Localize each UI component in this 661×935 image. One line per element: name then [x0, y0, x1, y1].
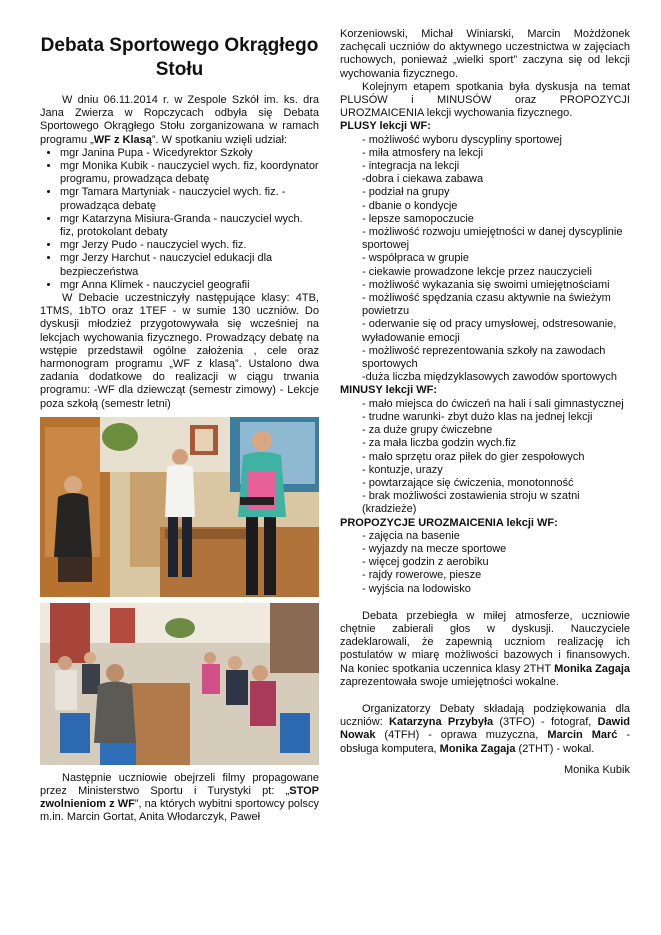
plus-item: - dbanie o kondycje [362, 199, 458, 212]
proposals-list [340, 530, 630, 596]
plus-item: - możliwość spędzania czasu aktywnie na świeżym powietrzu [362, 292, 611, 318]
student-name: Dawid Nowak [340, 716, 630, 742]
minus-item: - mało sprzętu oraz piłek do gier zespołowych [362, 450, 585, 463]
proposal-item: - rajdy rowerowe, piesze [362, 569, 482, 582]
participant-item: • mgr Jerzy Pudo - nauczyciel wych. fiz. [60, 239, 319, 252]
plus-item: - ciekawie prowadzone lekcje przez nauczycieli [362, 265, 592, 278]
films-continued-paragraph: Korzeniowski, Michał Winiarski, Marcin Możdżonek zachęcali uczniów do aktywnego uczestnictwa w zajęciach ruchowych, ponieważ „wielki sport” zaczyna się od lekcji wychowania fizycznego. [340, 28, 630, 80]
film-title: STOP zwolnieniom z WF [40, 785, 319, 811]
plus-item: - oderwanie się od pracy umysłowej, odstresowanie, wyładowanie emocji [362, 318, 617, 344]
participants-list [40, 147, 319, 292]
proposal-item: - wyjazdy na mecze sportowe [362, 542, 507, 555]
minus-item: - za duże grupy ćwiczebne [362, 424, 493, 437]
proposal-item: - zajęcia na basenie [362, 529, 460, 542]
author-signature: Monika Kubik [563, 763, 630, 776]
participant-item: • mgr Anna Klimek - nauczyciel geografii [60, 279, 319, 292]
singer-name: Monika Zagaja [554, 662, 631, 675]
minus-item: - trudne warunki- zbyt dużo klas na jednej lekcji [362, 410, 593, 423]
plus-heading: PLUSY lekcji WF: [340, 120, 431, 133]
program-name: WF z Klasą [93, 133, 152, 146]
closing-paragraph: Debata przebiegła w miłej atmosferze, uczniowie chętnie zabierali głos w dyskusji. Nauczyciele zadeklarowali, że zapewnią uczniom realizację ich postulatów w miarę możliwości bazowych i finansowych. Na koniec spotkania uczennica klasy 2THT Monika Zagaja zaprezentowała swoje umiejętności wokalne. [340, 609, 631, 688]
plus-item: -dobra i ciekawa zabawa [362, 173, 484, 186]
minus-list [340, 398, 630, 517]
proposals-heading: PROPOZYCJE UROZMAICENIA lekcji WF: [340, 516, 558, 529]
classes-paragraph: W Debacie uczestniczyły następujące klasy: 4TB, 1TMS, 1bTO oraz 1TEF - w sumie 130 uczniów. Do dyskusji młodzież przygotowywała się wcześniej na lekcjach wychowania fizycznego. Prowadzący debatę na wstępie przedstawił ogólne założenia , cele oraz harmonogram programu „WF z klasą”. Ustalono dwa zadania dodatkowe do realizacji w ciągu trwania programu: -WF dla dziewcząt (semestr zimowy) - Lekcje poza szkołą (semestr letni) [40, 292, 319, 410]
student-name: Marcin Marć [547, 729, 618, 742]
plus-item: - możliwość reprezentowania szkoły na zawodach sportowych [362, 344, 606, 371]
plus-item: - możliwość wyboru dyscypliny sportowej [362, 133, 562, 146]
minus-item: - brak możliwości zostawienia stroju w szatni (kradzieże) [362, 490, 580, 516]
plus-item: - miła atmosfery na lekcji [362, 146, 484, 159]
student-name: Monika Zagaja [439, 742, 516, 755]
plus-item: - integracja na lekcji [362, 160, 460, 173]
student-name: Katarzyna Przybyła [389, 716, 494, 729]
minus-item: - za mała liczba godzin wych.fiz [362, 437, 517, 450]
photo-debate-presenters [40, 417, 319, 597]
participant-item: • mgr Katarzyna Misiura-Granda - nauczyciel wych. fiz, protokolant debaty [60, 213, 319, 239]
plus-item: -duża liczba międzyklasowych zawodów sportowych [362, 371, 617, 384]
proposal-item: - więcej godzin z aerobiku [362, 556, 489, 569]
plus-item: - możliwość rozwoju umiejętności w danej dyscyplinie sportowej [362, 226, 623, 252]
plus-item: - lepsze samopoczucie [362, 212, 474, 225]
intro-paragraph: W dniu 06.11.2014 r. w Zespole Szkół im. ks. dra Jana Zwierza w Ropczycach odbyła się Debata Sportowego Okrągłego Stołu zorganizowana w ramach programu „WF z Klasą”. W spotkaniu wzięli udział: [40, 94, 319, 146]
participant-item: • mgr Jerzy Harchut - nauczyciel edukacji dla bezpieczeństwa [60, 252, 319, 278]
films-paragraph: Następnie uczniowie obejrzeli filmy propagowane przez Ministerstwo Sportu i Turystyki pt: „STOP zwolnieniom z WF”, na których wybitni sportowcy polscy m.in. Marcin Gortat, Anita Włodarczyk, Paweł [40, 771, 319, 824]
plus-item: - współpraca w grupie [362, 252, 469, 265]
plus-item: - podział na grupy [362, 186, 450, 199]
article-title: Debata Sportowego Okrągłego Stołu [40, 35, 319, 80]
plus-list [340, 134, 630, 385]
participant-item: • mgr Janina Pupa - Wicedyrektor Szkoły [60, 147, 319, 160]
next-stage-paragraph: Kolejnym etapem spotkania była dyskusja na temat PLUSÓW i MINUSÓW oraz PROPOZYCJI UROZMAICENIA lekcji wychowania fizycznego. [340, 80, 630, 120]
right-column [340, 28, 630, 777]
plus-item: - możliwość wykazania się swoimi umiejętnościami [362, 278, 610, 291]
participant-item: • mgr Monika Kubik - nauczyciel wych. fiz, koordynator programu, prowadząca debatę [60, 160, 319, 186]
minus-item: - kontuzje, urazy [362, 463, 443, 476]
participant-item: • mgr Tamara Martyniak - nauczyciel wych. fiz. - prowadząca debatę [60, 186, 319, 212]
photo-debate-audience [40, 603, 319, 765]
minus-heading: MINUSY lekcji WF: [340, 384, 437, 397]
thanks-paragraph: Organizatorzy Debaty składają podziękowania dla uczniów: Katarzyna Przybyła (3TFO) - fotograf, Dawid Nowak (4TFH) - oprawa muzyczna, Marcin Marć - obsługa komputera, Monika Zagaja (2THT) - wokal. [340, 702, 630, 755]
minus-item: - mało miejsca do ćwiczeń na hali i sali gimnastycznej [362, 397, 624, 410]
minus-item: - powtarzające się ćwiczenia, monotonność [362, 476, 574, 489]
left-column [40, 28, 319, 825]
proposal-item: - wyjścia na lodowisko [362, 582, 471, 595]
